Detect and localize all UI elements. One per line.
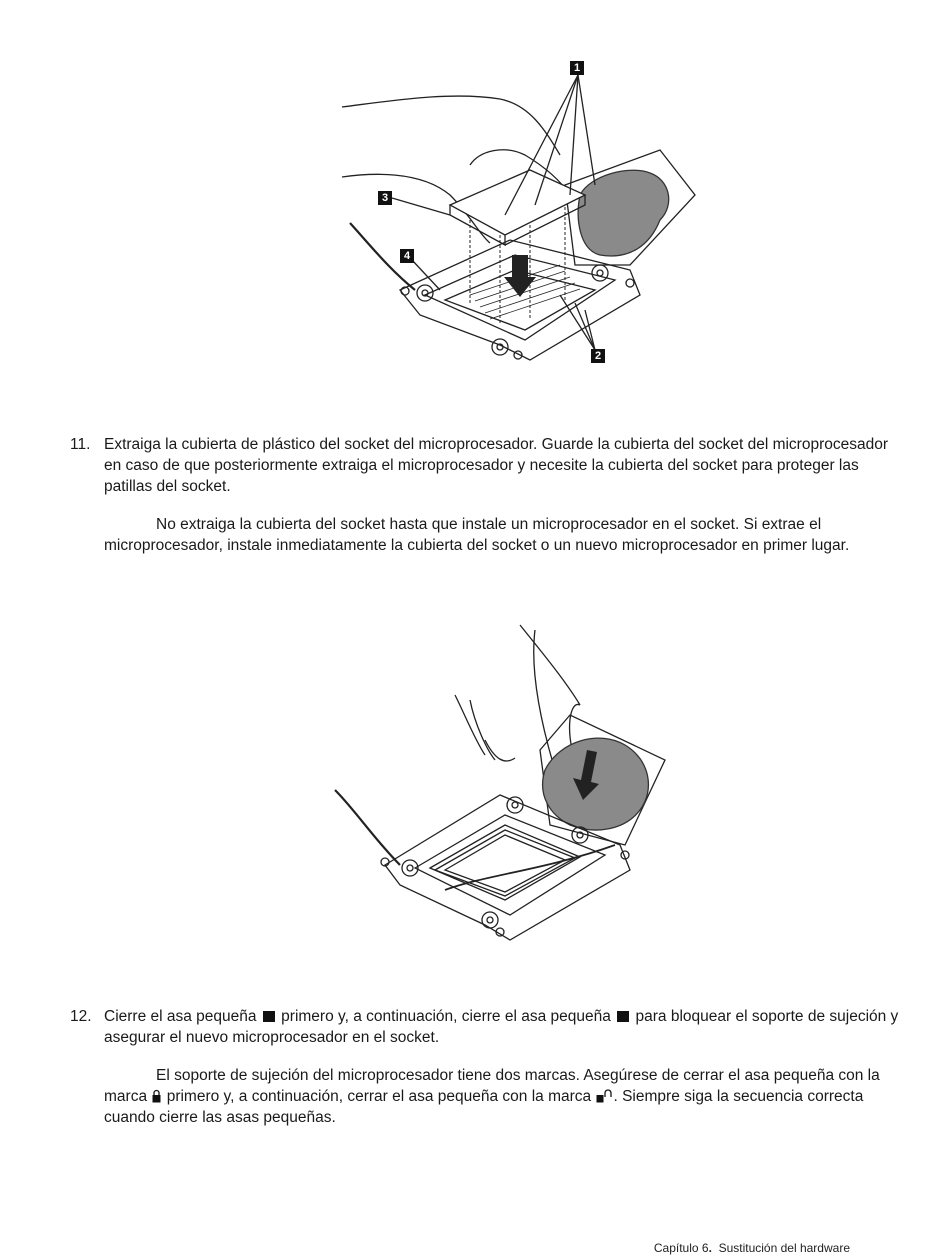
step-11: [70, 434, 900, 497]
step-11-note: [104, 514, 904, 556]
step-text: Extraiga la cubierta de plástico del socket del microprocesador. Guarde la cubierta del socket del microprocesador en caso de que posteriormente extraiga el microprocesador y necesite la cubierta del socket para proteger las patillas del socket.: [104, 436, 889, 495]
note-text-part: primero y, a continuación, cerrar el asa pequeña con la marca: [166, 1088, 592, 1105]
lock-open-icon: [596, 1089, 612, 1103]
step-text-part: primero y, a continuación, cierre el asa pequeña: [281, 1008, 611, 1025]
callout-1: 1: [570, 61, 584, 75]
figure-install-microprocessor: [330, 55, 710, 375]
small-handle-marker-icon: [617, 1011, 629, 1022]
callout-3: 3: [378, 191, 392, 205]
small-handle-marker-icon: [263, 1011, 275, 1022]
callout-4: 4: [400, 249, 414, 263]
figure1-illustration: [330, 55, 710, 375]
lock-closed-icon: [152, 1089, 161, 1103]
note-text-part: El soporte de sujeción del microprocesador tiene dos marcas. Asegúrese de cerrar el asa pequeña con la marca: [104, 1067, 880, 1105]
figure2-illustration: [325, 620, 705, 950]
step-number: 11.: [70, 436, 91, 453]
footer-title: Sustitución del hardware: [718, 1241, 850, 1255]
figure-remove-socket-cover: [325, 620, 705, 950]
note-text: No extraiga la cubierta del socket hasta que instale un microprocesador en el socket. Si extrae el microprocesador, instale inmediatamente la cubierta del socket o un nuevo microprocesador en primer lugar.: [104, 516, 850, 554]
step-text-part: para bloquear el soporte de sujeción y asegurar el nuevo microprocesador en el socket.: [104, 1008, 899, 1046]
page-footer: [654, 1241, 850, 1255]
callout-2: 2: [591, 349, 605, 363]
note-text-part: . Siempre siga la secuencia correcta cuando cierre las asas pequeñas.: [104, 1088, 864, 1126]
step-text: [104, 1006, 900, 1048]
step-12-note: [104, 1065, 904, 1128]
step-text-part: Cierre el asa pequeña: [104, 1008, 257, 1025]
step-number: 12.: [70, 1008, 92, 1025]
step-12: [70, 1006, 900, 1048]
footer-chapter: Capítulo 6: [653, 1241, 709, 1255]
footer-separator: .: [708, 1241, 712, 1255]
